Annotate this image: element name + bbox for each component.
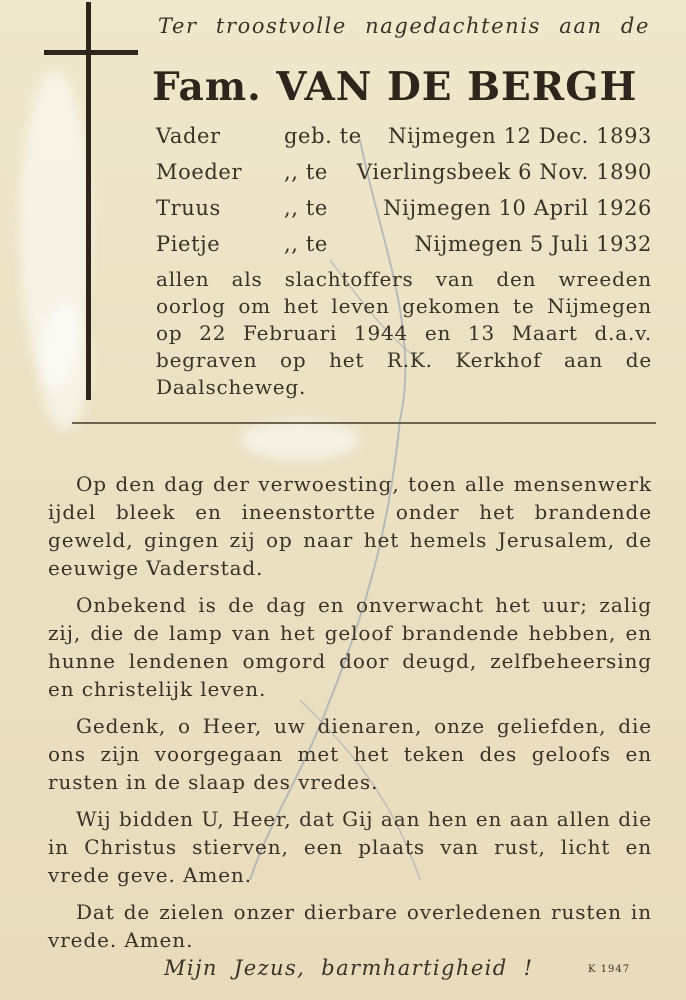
member-name: Pietje — [156, 232, 221, 256]
prayer-paragraph: Gedenk, o Heer, uw dienaren, onze geliefden, die ons zijn voorgegaan met het teken des geloofs en rusten in de slaap des vredes. — [48, 714, 652, 794]
intro-line: Ter troostvolle nagedachtenis aan de — [158, 14, 650, 38]
cross-icon — [86, 2, 91, 400]
prayer-block — [48, 470, 652, 963]
member-name: Vader — [156, 124, 221, 148]
victims-text: allen als slachtoffers van den wreeden oorlog om het leven gekomen te Nijmegen op 22 Februari 1944 en 13 Maart d.a.v. begraven op het R.K. Kerkhof aan de Daalscheweg. — [156, 267, 652, 399]
member-row — [156, 232, 652, 268]
member-row — [156, 160, 652, 196]
prayer-paragraph: Onbekend is de dag en onverwacht het uur; zalig zij, die de lamp van het geloof brandende hebben, en hunne lendenen omgord door deugd, zelfbeheersing en christelijk leven. — [48, 593, 652, 701]
member-birth: Nijmegen 12 Dec. 1893 — [388, 124, 652, 148]
member-row — [156, 124, 652, 160]
prayer-paragraph: Dat de zielen onzer dierbare overledenen rusten in vrede. Amen. — [48, 900, 652, 952]
member-birth: Nijmegen 5 Juli 1932 — [414, 232, 652, 256]
divider — [72, 422, 656, 424]
member-name: Moeder — [156, 160, 243, 184]
member-relation: geb. te — [284, 124, 362, 148]
printer-mark: K 1947 — [588, 964, 631, 975]
member-relation: ,, te — [284, 232, 328, 256]
member-list — [156, 124, 652, 268]
member-birth: Nijmegen 10 April 1926 — [383, 196, 652, 220]
member-relation: ,, te — [284, 160, 328, 184]
cross-bar — [44, 50, 138, 55]
member-relation: ,, te — [284, 196, 328, 220]
prayer-paragraph: Op den dag der verwoesting, toen alle mensenwerk ijdel bleek en ineenstortte onder het brandende geweld, gingen zij op naar het hemels Jerusalem, de eeuwige Vaderstad. — [48, 472, 652, 580]
member-name: Truus — [156, 196, 221, 220]
closing-invocation: Mijn Jezus, barmhartigheid ! — [164, 956, 534, 980]
prayer-paragraph: Wij bidden U, Heer, dat Gij aan hen en aan allen die in Christus stierven, een plaats van rust, licht en vrede geve. Amen. — [48, 807, 652, 887]
member-birth: Vierlingsbeek 6 Nov. 1890 — [356, 160, 652, 184]
member-row — [156, 196, 652, 232]
family-name: Fam. VAN DE BERGH — [152, 64, 638, 110]
